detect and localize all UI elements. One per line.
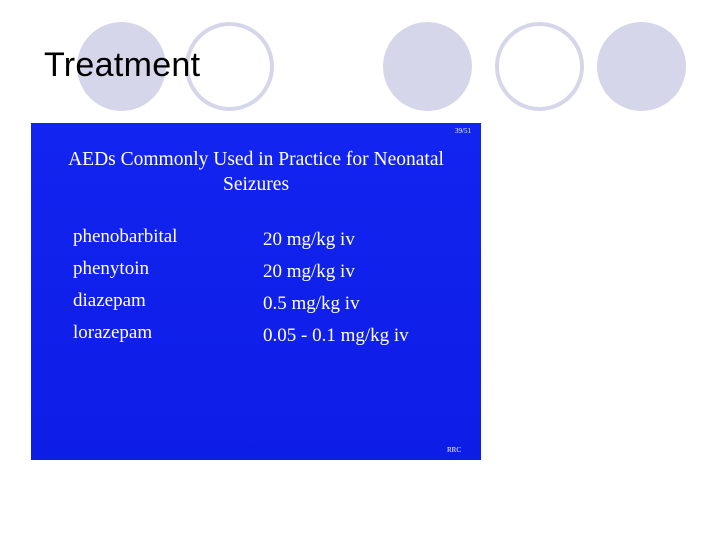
drug-name: phenobarbital	[73, 226, 178, 247]
drug-name: phenytoin	[73, 258, 149, 279]
slide-number: 39/51	[455, 127, 471, 135]
drug-name-list	[73, 221, 177, 349]
slide-heading-line-2: Seizures	[222, 174, 290, 195]
drug-dose: 20 mg/kg iv	[263, 229, 355, 250]
decorative-circle-4	[495, 22, 584, 111]
drug-dose: 20 mg/kg iv	[263, 261, 355, 282]
drug-dose: 0.05 - 0.1 mg/kg iv	[263, 325, 409, 346]
drug-name: lorazepam	[73, 322, 153, 343]
decorative-circle-5	[597, 22, 686, 111]
drug-dose: 0.5 mg/kg iv	[263, 293, 360, 314]
drug-name: diazepam	[73, 290, 146, 311]
slide-heading	[31, 147, 481, 197]
embedded-slide-image	[31, 123, 481, 460]
slide-heading-line-1: AEDs Commonly Used in Practice for Neonatal	[68, 149, 444, 170]
decorative-circle-3	[383, 22, 472, 111]
slide-footer-mark: RRC	[446, 446, 461, 454]
drug-dose-list	[263, 224, 409, 352]
page-title: Treatment	[44, 46, 201, 84]
